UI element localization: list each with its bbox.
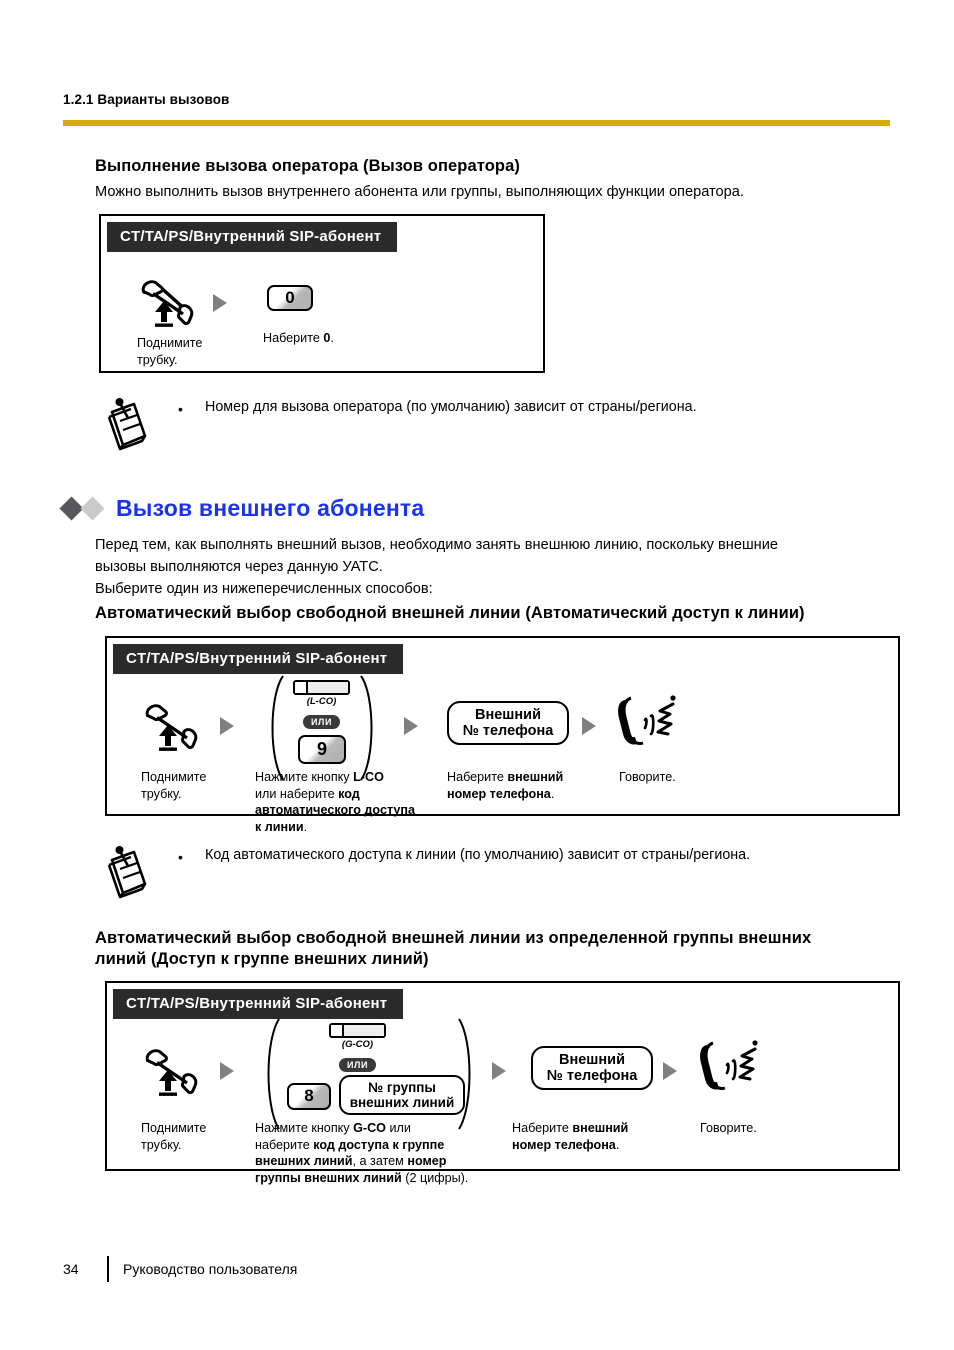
caption-step-gco: Нажмите кнопку G-CO или наберите код доступа к группе внешних линий, а затем номер группы внешних линий (2 цифры). (255, 1121, 469, 1186)
arrow-right-icon (404, 717, 418, 735)
operator-section-heading: Выполнение вызова оператора (Вызов оператора) (95, 157, 520, 175)
header-rule (63, 120, 890, 126)
caption-step-dial: Наберите 0. (263, 331, 334, 345)
page-footer (63, 1256, 297, 1282)
footer-divider (107, 1256, 109, 1282)
gco-diagram-box (105, 981, 900, 1186)
gco-subsection-heading: Автоматический выбор свободной внешней линии из определенной группы внешних линий (Доступ к группе внешних линий) (95, 929, 812, 968)
dial-key-9: 9 (298, 735, 346, 764)
diamond-bullet-light-icon (80, 496, 104, 520)
gco-line-button-icon (329, 1023, 386, 1050)
co-button-bar (344, 1025, 384, 1036)
operator-section-intro: Можно выполнить вызов внутреннего абонента или группы, выполняющих функции оператора. (95, 184, 744, 200)
offhook-handset-icon (141, 700, 203, 757)
lco-diagram-box (105, 636, 900, 835)
arrow-right-icon (582, 717, 596, 735)
co-button-shape (329, 1023, 386, 1038)
diagram-tab-label: CT/TA/PS/Внутренний SIP-абонент (113, 989, 403, 1019)
external-call-paragraph: Перед тем, как выполнять внешний вызов, необходимо занять внешнюю линию, поскольку внешние вызовы выполняются через данную УАТС. Выберите один из нижеперечисленных способов: (95, 537, 778, 597)
diagram-tab-label: CT/TA/PS/Внутренний SIP-абонент (107, 222, 397, 252)
external-number-pill: Внешний № телефона (447, 701, 569, 745)
talk-handset-icon (697, 1039, 759, 1100)
footer-title: Руководство пользователя (123, 1261, 298, 1277)
caption-step-talk: Говорите. (700, 1121, 757, 1135)
co-button-indicator (331, 1025, 344, 1036)
operator-diagram-box (99, 214, 545, 373)
external-call-heading-text: Вызов внешнего абонента (116, 495, 425, 521)
note-bullet: • (178, 401, 183, 417)
diagram-tab-label: CT/TA/PS/Внутренний SIP-абонент (113, 644, 403, 674)
caption-step-dial-number: Наберите внешний номер телефона. (512, 1121, 629, 1152)
lco-line-button-icon (293, 680, 350, 707)
note-block-operator (100, 392, 890, 462)
caption-step-talk: Говорите. (619, 770, 676, 784)
co-button-shape (293, 680, 350, 695)
external-number-pill: Внешний № телефона (531, 1046, 653, 1090)
note-pad-icon (104, 844, 150, 905)
offhook-handset-icon (137, 276, 199, 333)
external-call-heading (63, 495, 424, 522)
note-block-lco (100, 840, 890, 910)
offhook-handset-icon (141, 1045, 203, 1102)
dial-key-0: 0 (267, 285, 313, 311)
note-pad-icon (104, 396, 150, 457)
or-badge: ИЛИ (303, 715, 340, 729)
co-button-indicator (295, 682, 308, 693)
arrow-right-icon (492, 1062, 506, 1080)
caption-step-offhook: Поднимите трубку. (141, 770, 207, 801)
arrow-right-icon (220, 1062, 234, 1080)
lco-subsection-heading: Автоматический выбор свободной внешней линии (Автоматический доступ к линии) (95, 604, 805, 622)
talk-handset-icon (615, 694, 677, 755)
co-button-label: (L-CO) (306, 696, 337, 707)
caption-step-offhook: Поднимите трубку. (137, 336, 203, 367)
page-number: 34 (63, 1261, 79, 1277)
or-badge: ИЛИ (339, 1058, 376, 1072)
note-bullet: • (178, 849, 183, 865)
dial-key-8: 8 (287, 1083, 331, 1110)
caption-step-dial-number: Наберите внешний номер телефона. (447, 770, 564, 801)
trunk-group-number-pill: № группы внешних линий (339, 1075, 465, 1115)
note-text-operator: Номер для вызова оператора (по умолчанию) зависит от страны/региона. (205, 399, 697, 415)
arrow-right-icon (663, 1062, 677, 1080)
caption-step-lco: Нажмите кнопку L-CO или наберите код автоматического доступа к линии. (255, 770, 416, 835)
caption-step-offhook: Поднимите трубку. (141, 1121, 207, 1152)
co-button-label: (G-CO) (341, 1039, 374, 1050)
note-text-lco: Код автоматического доступа к линии (по умолчанию) зависит от страны/региона. (205, 847, 751, 863)
co-button-bar (308, 682, 348, 693)
arrow-right-icon (220, 717, 234, 735)
running-head: 1.2.1 Варианты вызовов (63, 92, 230, 107)
arrow-right-icon (213, 294, 227, 312)
